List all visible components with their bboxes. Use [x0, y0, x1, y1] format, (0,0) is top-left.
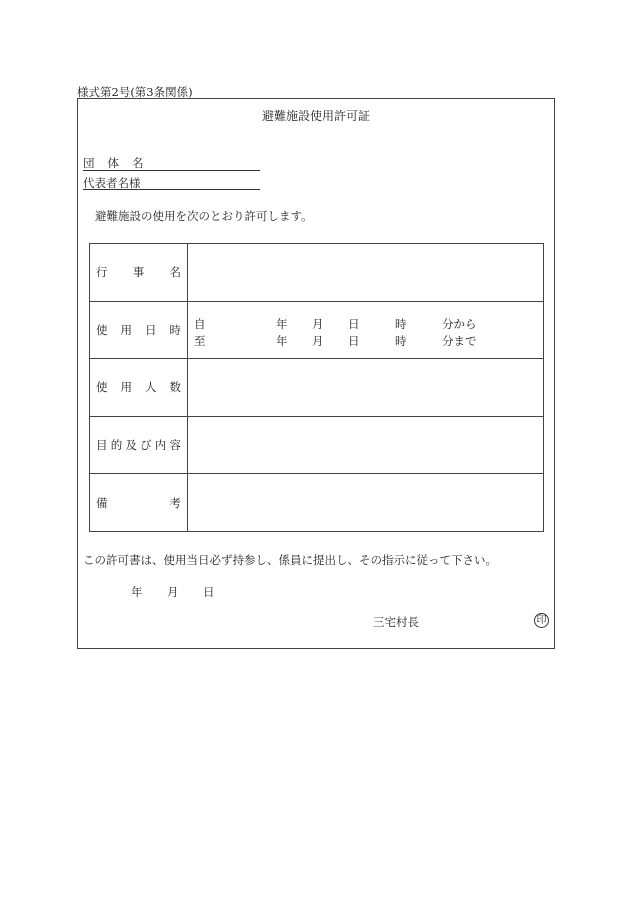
issue-year-unit: 年	[131, 585, 143, 599]
table-row-event	[90, 244, 544, 302]
from-month-unit: 月	[312, 316, 324, 331]
event-name-field[interactable]	[188, 244, 544, 302]
to-prefix: 至	[194, 333, 206, 348]
intro-text: 避難施設の使用を次のとおり許可します。	[95, 209, 313, 223]
purpose-content-field[interactable]	[188, 416, 544, 474]
table-row-people	[90, 359, 544, 417]
issue-month-unit: 月	[167, 585, 179, 599]
to-year-unit: 年	[276, 333, 288, 348]
to-minute-suffix: 分まで	[442, 333, 477, 348]
people-count-label: 使 用 人 数	[90, 359, 188, 417]
to-day-unit: 日	[348, 333, 360, 348]
representative-label: 代表者名様	[83, 176, 141, 190]
document-title: 避難施設使用許可証	[261, 109, 370, 123]
notice-text: この許可書は、使用当日必ず持参し、係員に提出し、その指示に従って下さい。	[83, 553, 497, 567]
table-row-remarks	[90, 474, 544, 532]
from-prefix: 自	[194, 316, 206, 331]
to-month-unit: 月	[312, 333, 324, 348]
table-row-purpose	[90, 416, 544, 474]
issue-day-unit: 日	[203, 585, 215, 599]
issuer-title: 三宅村長	[373, 615, 419, 629]
permit-table	[89, 243, 544, 532]
usage-datetime-label: 使 用 日 時	[90, 301, 188, 359]
event-name-label: 行 事 名	[90, 244, 188, 302]
representative-field[interactable]	[83, 189, 260, 190]
group-name-field[interactable]	[83, 170, 260, 171]
group-name-label: 団 体 名	[83, 156, 144, 170]
from-hour-unit: 時	[395, 316, 407, 331]
remarks-field[interactable]	[188, 474, 544, 532]
table-row-datetime	[90, 301, 544, 359]
seal-mark: 印	[534, 613, 549, 628]
remarks-label: 備 考	[90, 474, 188, 532]
purpose-content-label: 目 的 及 び 内 容	[90, 416, 188, 474]
form-number-label: 様式第2号(第3条関係)	[77, 85, 193, 99]
from-day-unit: 日	[348, 316, 360, 331]
usage-datetime-field[interactable]	[188, 301, 544, 359]
from-minute-suffix: 分から	[442, 316, 477, 331]
people-count-field[interactable]	[188, 359, 544, 417]
to-hour-unit: 時	[395, 333, 407, 348]
from-year-unit: 年	[276, 316, 288, 331]
